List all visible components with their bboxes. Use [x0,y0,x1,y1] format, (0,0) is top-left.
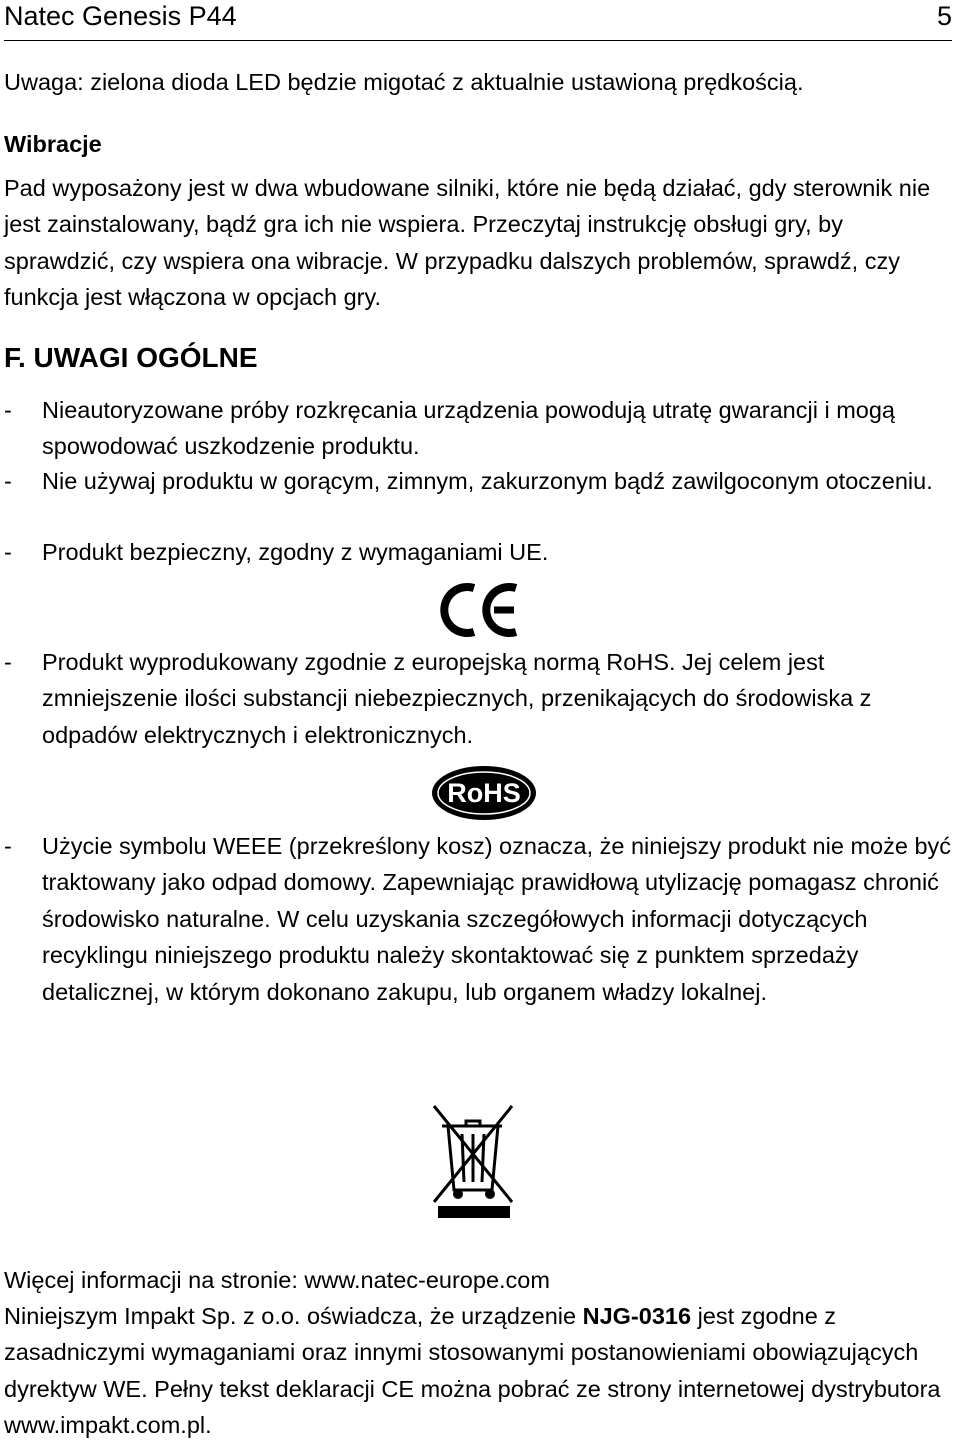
page-header [4,0,952,41]
weee-crossed-bin-icon [432,1102,516,1220]
list-item-text: Produkt bezpieczny, zgodny z wymaganiami UE. [42,539,549,565]
led-note: Uwaga: zielona dioda LED będzie migotać z aktualnie ustawioną prędkością. [4,69,804,95]
vibration-text: Pad wyposażony jest w dwa wbudowane silniki, które nie będą działać, gdy sterownik nie jest zainstalowany, bądź gra ich nie wspiera. Przeczytaj instrukcję obsługi gry, by sprawdzić, czy wspiera ona wibracje. W przypadku dalszych problemów, sprawdź, czy funkcja jest włączona w opcjach gry. [4,175,931,311]
more-info-text: Więcej informacji na stronie: www.natec-europe.com [4,1267,550,1293]
general-notes-heading: F. UWAGI OGÓLNE [4,342,258,373]
document-title: Natec Genesis P44 [4,1,237,31]
list-item-text: Produkt wyprodukowany zgodnie z europejską normą RoHS. Jej celem jest zmniejszenie ilości substancji niebezpiecznych, przenikających do środowiska z odpadów elektrycznych i elektronicznych. [42,649,872,748]
list-item-text: Użycie symbolu WEEE (przekreślony kosz) oznacza, że niniejszy produkt nie może być traktowany jako odpad domowy. Zapewniając prawidłową utylizację pomagasz chronić środowisko naturalne. W celu uzyskania szczegółowych informacji dotyczących recyklingu niniejszego produktu należy skontaktować się z punktem sprzedaży detalicznej, w którym dokonano zakupu, lub organem władzy lokalnej. [42,833,952,1005]
vibration-heading: Wibracje [4,131,102,157]
list-item-text: Nie używaj produktu w gorącym, zimnym, zakurzonym bądź zawilgoconym otoczeniu. [42,468,933,494]
ce-mark-icon [440,580,522,640]
list-item-text: Nieautoryzowane próby rozkręcania urządzenia powodują utratę gwarancji i mogą spowodować uszkodzenie produktu. [42,397,895,460]
rohs-logo-text: RoHS [447,778,521,808]
device-model: NJG-0316 [582,1303,692,1329]
declaration-text: Niniejszym Impakt Sp. z o.o. oświadcza, że urządzenie NJG-0316 jest zgodne z zasadniczymi wymaganiami oraz innymi stosowanymi postanowieniami obowiązujących dyrektyw WE. Pełny tekst deklaracji CE można pobrać ze strony internetowej dystrybutora www.impakt.com.pl. [4,1303,941,1439]
rohs-logo-icon [430,764,538,822]
page-number: 5 [936,1,952,31]
